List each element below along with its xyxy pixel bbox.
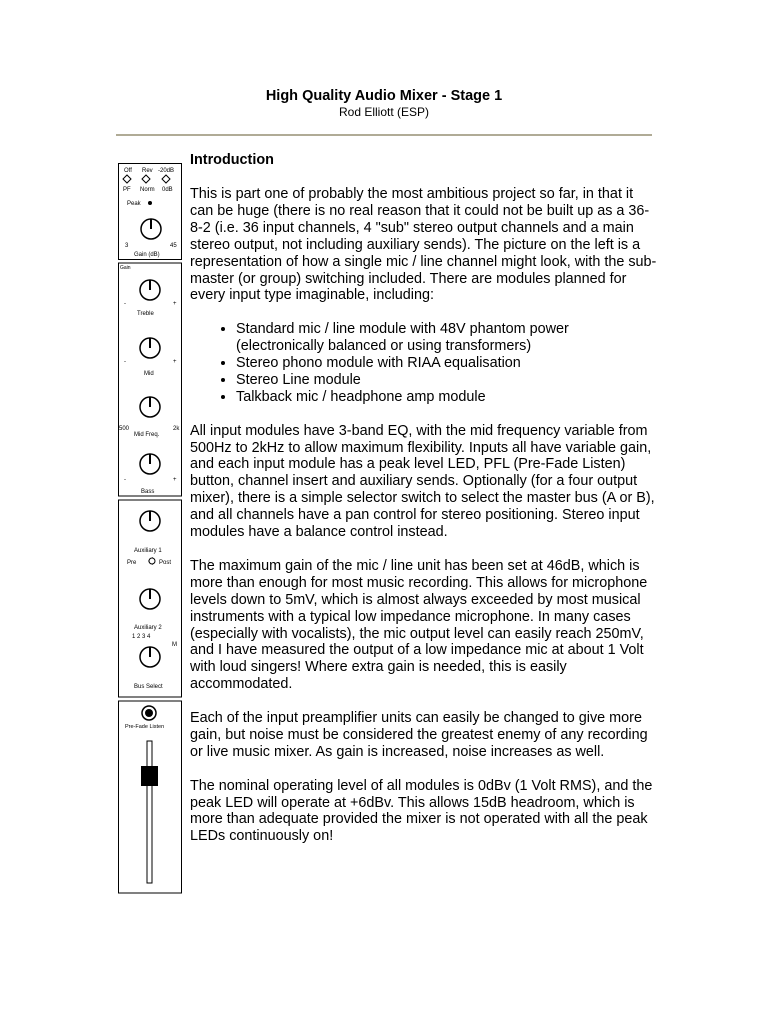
zerodb-label: 0dB [162, 187, 173, 193]
bass-label: Bass [141, 489, 155, 495]
gain-max-label: 45 [170, 243, 177, 249]
bass-minus: - [124, 477, 126, 483]
peak-label: Peak [127, 201, 141, 207]
paragraph-4: Each of the input preamplifier units can easily be changed to give more gain, but noise must be considered the greatest enemy of any recording or live music mixer. As gain is increased, noise increases as well. [190, 710, 648, 760]
gain-min-label: 3 [125, 243, 129, 249]
section-heading: Introduction [190, 152, 274, 168]
paragraph-5: The nominal operating level of all modules is 0dBv (1 Volt RMS), and the peak LED will operate at +6dBv. This allows 15dB headroom, which is more than adequate provided the mixer is not operated with all the peak LEDs continuously on! [190, 777, 653, 845]
gain-caption: Gain [120, 265, 131, 271]
list-item: • Standard mic / line module with 48V phantom power (electronically balanced or using transformers) [236, 321, 660, 355]
aux1-label: Auxiliary 1 [134, 548, 162, 554]
pf-label: PF [123, 187, 131, 193]
mid-freq-label: Mid Freq. [134, 432, 160, 438]
rev-label: Rev [142, 168, 153, 174]
header-divider [116, 134, 652, 136]
treble-minus: - [124, 301, 126, 307]
page-title: High Quality Audio Mixer - Stage 1 [265, 88, 503, 104]
paragraph-2: All input modules have 3-band EQ, with the mid frequency variable from 500Hz to 2kHz to allow maximum flexibility. Inputs all have variable gain, and each input module has a peak level LED, PFL (Pre-Fade Listen) button, channel insert and auxiliary sends. Optionally (for a four output mixer), there is a simple selector switch to select the master bus (A or B), and all channels have a pan control for stereo positioning. Stereo input modules have a balance control instead. [190, 422, 655, 541]
mid-label: Mid [144, 371, 154, 377]
channel-strip-illustration [118, 163, 182, 894]
list-item: • Talkback mic / headphone amp module [236, 389, 660, 406]
bass-plus: + [173, 477, 177, 483]
bus-numbers: 1 2 3 4 [132, 634, 151, 640]
mid-minus: - [124, 359, 126, 365]
minus20db-label: -20dB [158, 168, 175, 174]
fader-knob[interactable] [141, 766, 158, 786]
article-body [190, 152, 660, 862]
fader-track [147, 741, 152, 883]
treble-plus: + [173, 301, 177, 307]
peak-led-icon [148, 201, 152, 205]
post-label: Post [159, 560, 172, 566]
mid-plus: + [173, 359, 177, 365]
midfreq-min-label: 500 [119, 426, 130, 432]
pfl-label: Pre-Fade Listen [125, 724, 165, 730]
aux2-label: Auxiliary 2 [134, 625, 162, 631]
norm-label: Norm [140, 187, 155, 193]
gain-label: Gain (dB) [134, 252, 160, 258]
paragraph-3: The maximum gain of the mic / line unit has been set at 46dB, which is more than enough for most music recording. This allows for microphone levels down to 5mV, which is almost always exceeded by most musical instruments with a typical low impedance microphone. In many cases (especially with vocalists), the mic output level can easily reach 250mV, and I have measured the output of a low impedance mic at about 1 Volt with loud singers! Where extra gain is needed, this is easily accommodated. [190, 557, 648, 693]
author-line: Rod Elliott (ESP) [338, 105, 430, 119]
off-label: Off [124, 168, 132, 174]
list-item: • Stereo phono module with RIAA equalisation [236, 355, 660, 372]
pre-label: Pre [127, 560, 137, 566]
bus-m-label: M [172, 642, 177, 648]
paragraph-1: This is part one of probably the most ambitious project so far, in that it can be huge (there is no real reason that it could not be built up as a 36-8-2 (i.e. 36 input channels, 4 "sub" stereo output channels and a main stereo output, not including auxiliary sends). The picture on the left is a representation of how a single mic / line channel might look, with the sub-master (or group) switching included. There are modules planned for every input type imaginable, including: [190, 186, 657, 304]
list-item: • Stereo Line module [236, 372, 660, 389]
midfreq-max-label: 2k [173, 426, 180, 432]
module-list [190, 321, 660, 406]
bus-select-label: Bus Select [134, 684, 163, 690]
treble-label: Treble [137, 311, 154, 317]
